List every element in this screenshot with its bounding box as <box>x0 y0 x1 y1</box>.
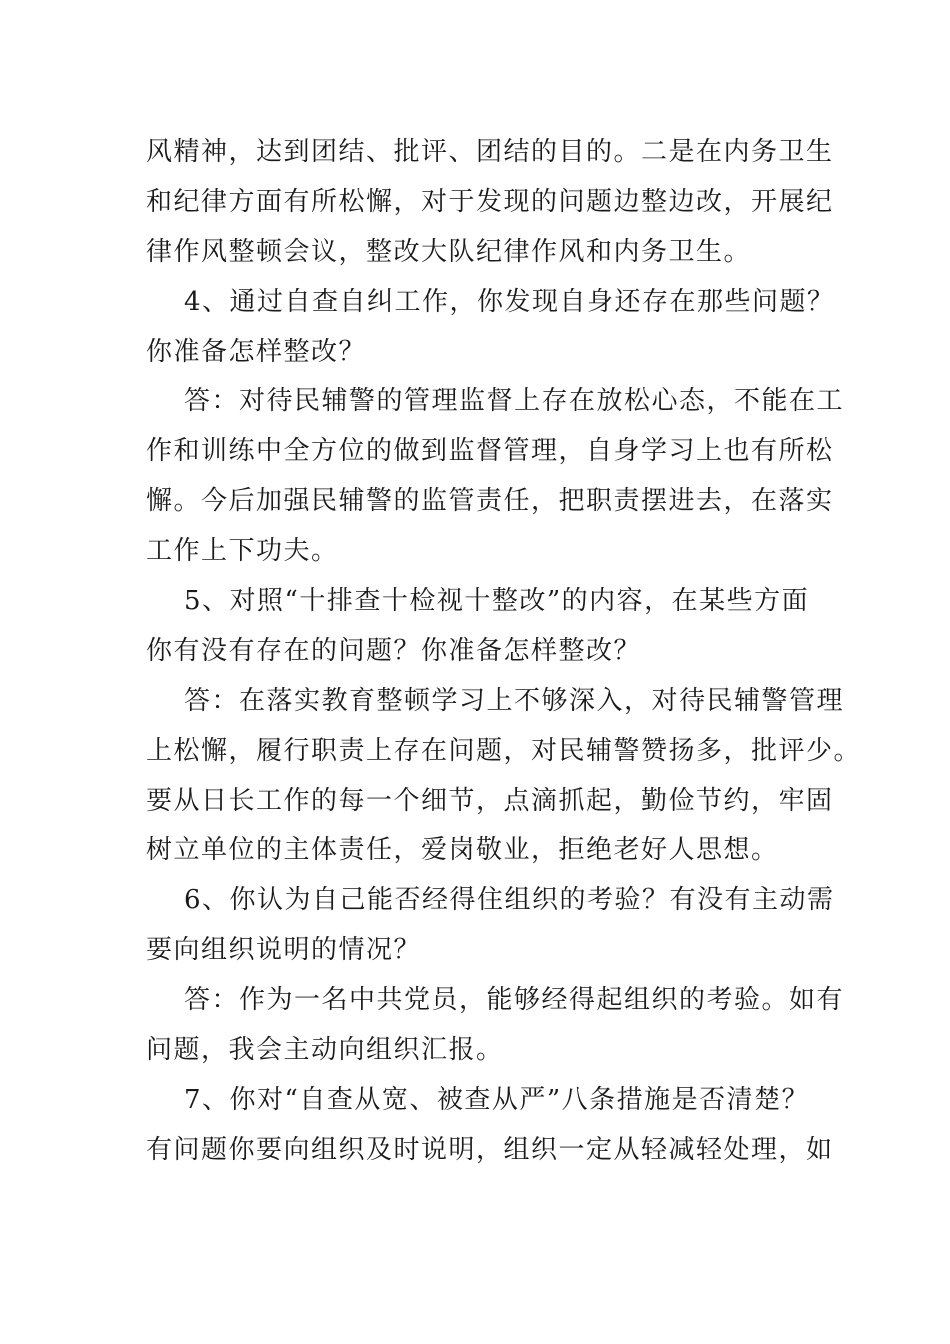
answer-6-line: 答：作为一名中共党员，能够经得起组织的考验。如有 <box>184 985 845 1016</box>
paragraph-line: 和纪律方面有所松懈，对于发现的问题边整边改，开展纪 <box>146 186 834 217</box>
answer-6-line: 问题，我会主动向组织汇报。 <box>146 1035 504 1066</box>
question-6-line: 要向组织说明的情况？ <box>146 935 422 966</box>
question-4-line: 你准备怎样整改？ <box>146 336 367 367</box>
answer-4-line: 懈。今后加强民辅警的监管责任，把职责摆进去，在落实 <box>146 486 834 517</box>
answer-4-line: 工作上下功夫。 <box>146 536 339 567</box>
question-7-line: 有问题你要向组织及时说明，组织一定从轻减轻处理，如 <box>146 1134 834 1165</box>
answer-4-line: 作和训练中全方位的做到监督管理，自身学习上也有所松 <box>146 436 834 467</box>
answer-5-line: 答：在落实教育整顿学习上不够深入，对待民辅警管理 <box>184 685 845 716</box>
answer-5-line: 上松懈，履行职责上存在问题，对民辅警赞扬多，批评少。 <box>146 735 862 766</box>
answer-4-line: 答：对待民辅警的管理监督上存在放松心态，不能在工 <box>184 386 845 417</box>
paragraph-line: 风精神，达到团结、批评、团结的目的。二是在内务卫生 <box>146 137 834 167</box>
answer-5-line: 要从日长工作的每一个细节，点滴抓起，勤俭节约，牢固 <box>146 785 834 816</box>
paragraph-line: 律作风整顿会议，整改大队纪律作风和内务卫生。 <box>146 236 752 267</box>
document-body <box>146 128 862 1176</box>
question-5-line: 你有没有存在的问题？你准备怎样整改？ <box>146 635 642 666</box>
question-5-line: 5、对照“十排查十检视十整改”的内容，在某些方面 <box>184 586 810 617</box>
question-7-line: 7、你对“自查从宽、被查从严”八条措施是否清楚？ <box>184 1084 810 1115</box>
answer-5-line: 树立单位的主体责任，爱岗敬业，拒绝老好人思想。 <box>146 835 779 866</box>
question-6-line: 6、你认为自己能否经得住组织的考验？有没有主动需 <box>184 885 835 916</box>
question-4-line: 4、通过自查自纠工作，你发现自身还存在那些问题？ <box>184 286 835 317</box>
